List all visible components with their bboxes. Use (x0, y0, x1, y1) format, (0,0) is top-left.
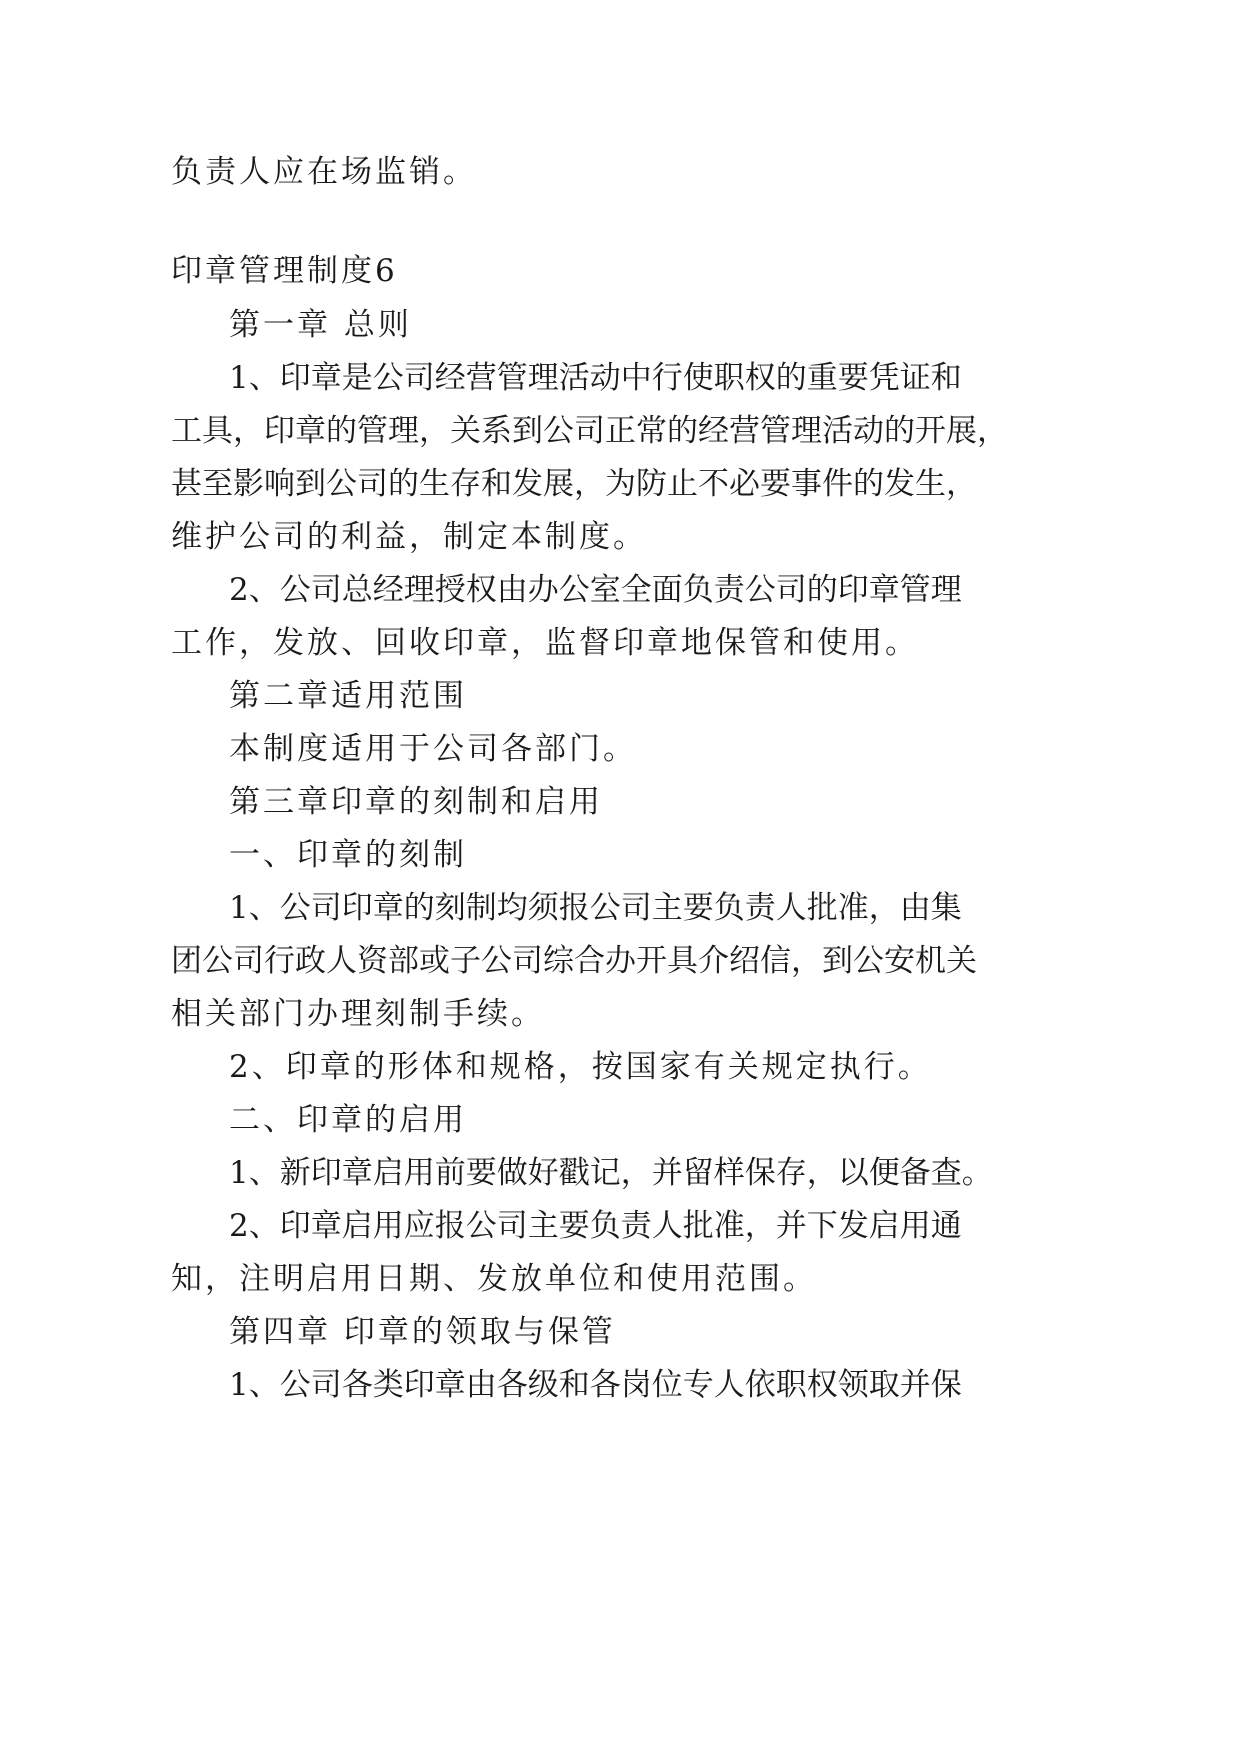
chapter-heading: 第四章 印章的领取与保管 (229, 1314, 616, 1350)
paragraph-line: 2、印章启用应报公司主要负责人批准，并下发启用通 (229, 1208, 962, 1244)
paragraph-line: 相关部门办理刻制手续。 (171, 996, 545, 1032)
chapter-heading: 第二章适用范围 (229, 678, 467, 714)
paragraph-line: 1、新印章启用前要做好戳记，并留样保存，以便备查。 (229, 1155, 993, 1191)
paragraph-line: 工作，发放、回收印章，监督印章地保管和使用。 (171, 625, 919, 661)
paragraph-line: 负责人应在场监销。 (171, 154, 477, 190)
paragraph-line: 甚至影响到公司的生存和发展，为防止不必要事件的发生， (171, 466, 977, 502)
paragraph-line: 1、公司印章的刻制均须报公司主要负责人批准，由集 (229, 890, 962, 926)
paragraph-line: 知，注明启用日期、发放单位和使用范围。 (171, 1261, 817, 1297)
paragraph-line: 本制度适用于公司各部门。 (229, 731, 637, 767)
paragraph-line: 2、公司总经理授权由办公室全面负责公司的印章管理 (229, 572, 962, 608)
subsection-heading: 一、印章的刻制 (229, 837, 467, 873)
paragraph-line: 工具，印章的管理，关系到公司正常的经营管理活动的开展， (171, 413, 1008, 449)
subsection-heading: 二、印章的启用 (229, 1102, 467, 1138)
chapter-heading: 第一章 总则 (229, 307, 412, 343)
paragraph-line: 团公司行政人资部或子公司综合办开具介绍信，到公安机关 (171, 943, 977, 979)
paragraph-line: 维护公司的利益，制定本制度。 (171, 519, 647, 555)
paragraph-line: 1、公司各类印章由各级和各岗位专人依职权领取并保 (229, 1367, 962, 1403)
section-title: 印章管理制度6 (171, 253, 398, 289)
chapter-heading: 第三章印章的刻制和启用 (229, 784, 603, 820)
paragraph-line: 1、印章是公司经营管理活动中行使职权的重要凭证和 (229, 360, 962, 396)
paragraph-line: 2、印章的形体和规格，按国家有关规定执行。 (229, 1049, 932, 1085)
